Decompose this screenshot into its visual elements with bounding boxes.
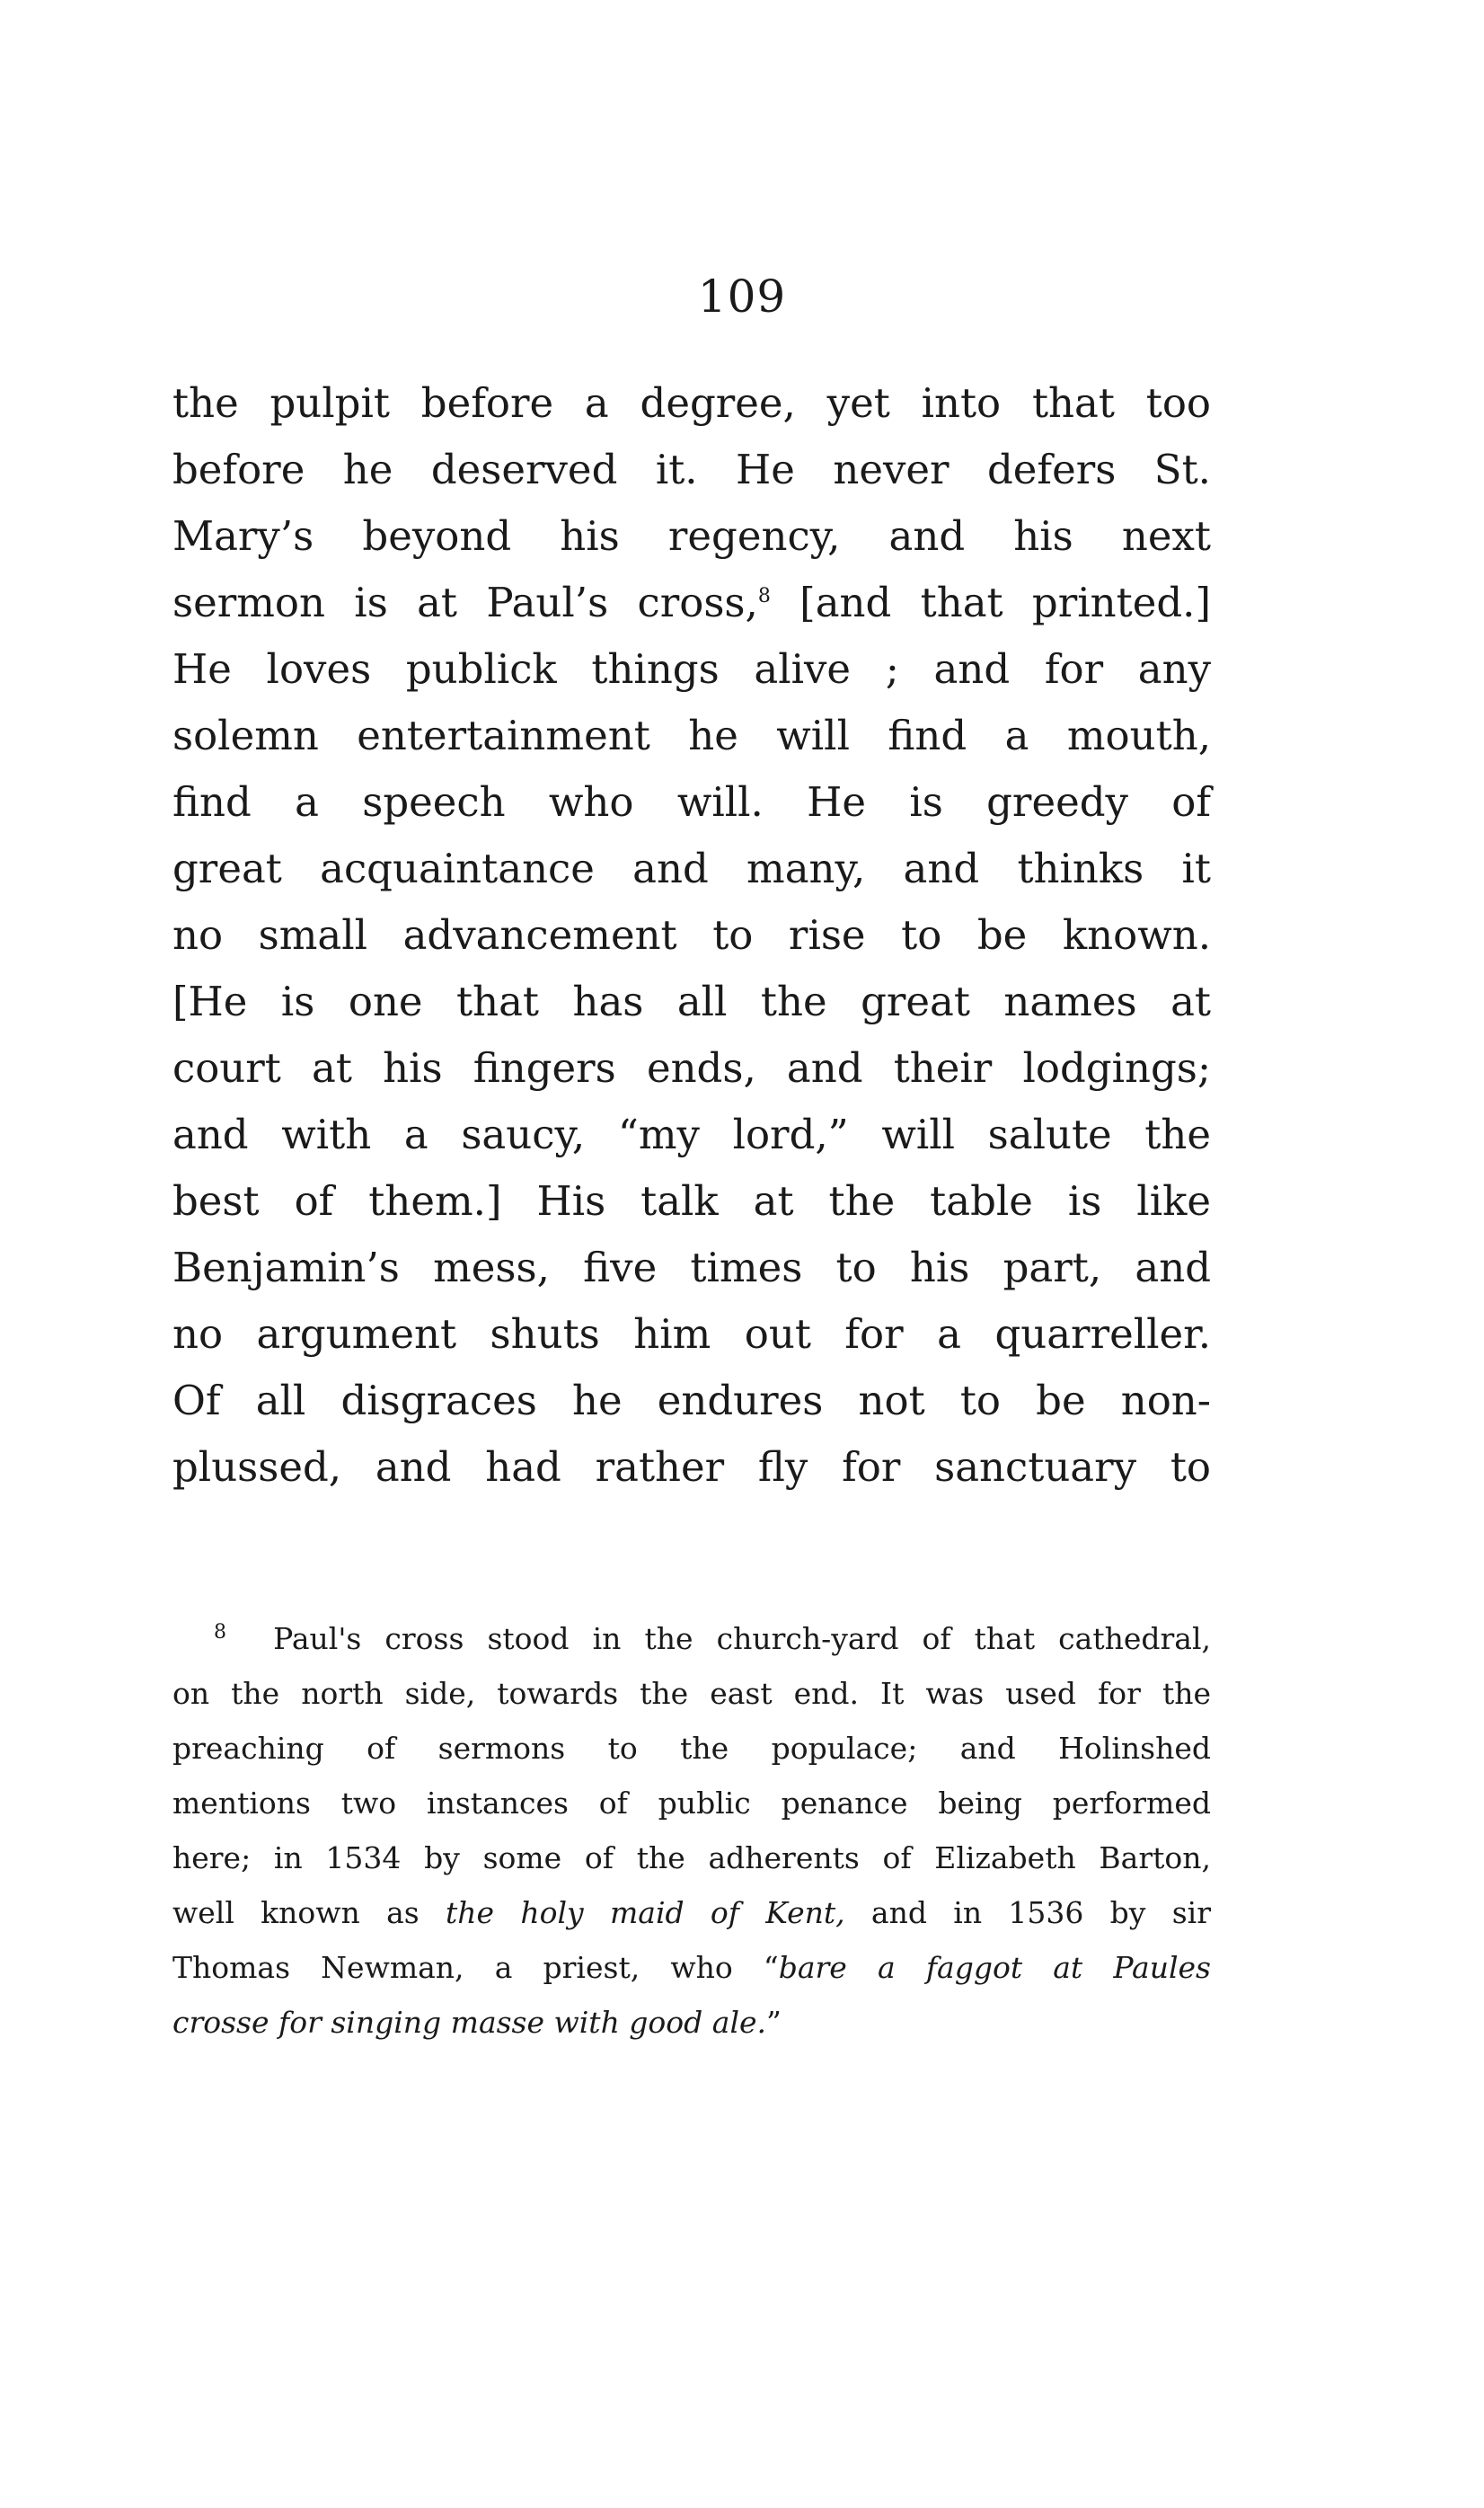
body-line: Of all disgraces he endures not to be non- [172, 1377, 1211, 1424]
body-line-text: sermon is at Paul’s cross, [172, 579, 758, 626]
footnote-line: on the north side, towards the east end. It was used for the [172, 1676, 1211, 1711]
body-line: plussed, and had rather fly for sanctuary to [172, 1443, 1211, 1491]
footnote-italic-text: crosse for singing masse with good ale. [172, 2005, 767, 2040]
body-line: court at his fingers ends, and their lodgings; [172, 1044, 1211, 1092]
footnote-text: Thomas Newman, a priest, who “ [172, 1950, 779, 1985]
footnote-line: preaching of sermons to the populace; and Holinshed [172, 1731, 1211, 1766]
body-line: Benjamin’s mess, five times to his part, and [172, 1244, 1211, 1291]
footnote-text: ” [766, 2005, 782, 2040]
body-line-text-continued: [and that printed.] [770, 579, 1211, 626]
body-line: solemn entertainment he will find a mouth, [172, 712, 1211, 759]
footnote-line [172, 1885, 1211, 1940]
footnote-italic-text: bare a faggot at Paules [778, 1950, 1211, 1985]
footnote-line [172, 1940, 1211, 1995]
footnote-reference: 8 [757, 585, 771, 607]
body-line: find a speech who will. He is greedy of [172, 778, 1211, 826]
body-text [172, 370, 1211, 1501]
body-line: no argument shuts him out for a quarreller. [172, 1310, 1211, 1358]
body-line: [He is one that has all the great names at [172, 978, 1211, 1025]
footnote-marker: 8 [214, 1621, 226, 1644]
body-line: the pulpit before a degree, yet into that too [172, 379, 1211, 427]
footnote-line: here; in 1534 by some of the adherents of Elizabeth Barton, [172, 1840, 1211, 1875]
footnote-text: well known as [172, 1895, 446, 1930]
footnote-text: and in 1536 by sir [844, 1895, 1211, 1930]
footnote-text: Paul's cross stood in the church-yard of that cathedral, [273, 1621, 1211, 1656]
body-line: before he deserved it. He never defers St. [172, 446, 1211, 493]
footnote [172, 1611, 1211, 2050]
footnote-line: mentions two instances of public penance being performed [172, 1786, 1211, 1821]
footnote-line [172, 1995, 1211, 2050]
body-line: He loves publick things alive ; and for any [172, 645, 1211, 693]
body-line: Mary’s beyond his regency, and his next [172, 512, 1211, 560]
body-line: and with a saucy, “my lord,” will salute the [172, 1111, 1211, 1158]
body-line: great acquaintance and many, and thinks it [172, 845, 1211, 892]
body-line: no small advancement to rise to be known. [172, 911, 1211, 959]
body-line: best of them.] His talk at the table is like [172, 1177, 1211, 1225]
body-line-with-footnote-ref [172, 570, 1211, 636]
page-number: 109 [697, 270, 787, 323]
footnote-line [172, 1611, 1211, 1666]
footnote-italic-text: the holy maid of Kent, [446, 1895, 845, 1930]
